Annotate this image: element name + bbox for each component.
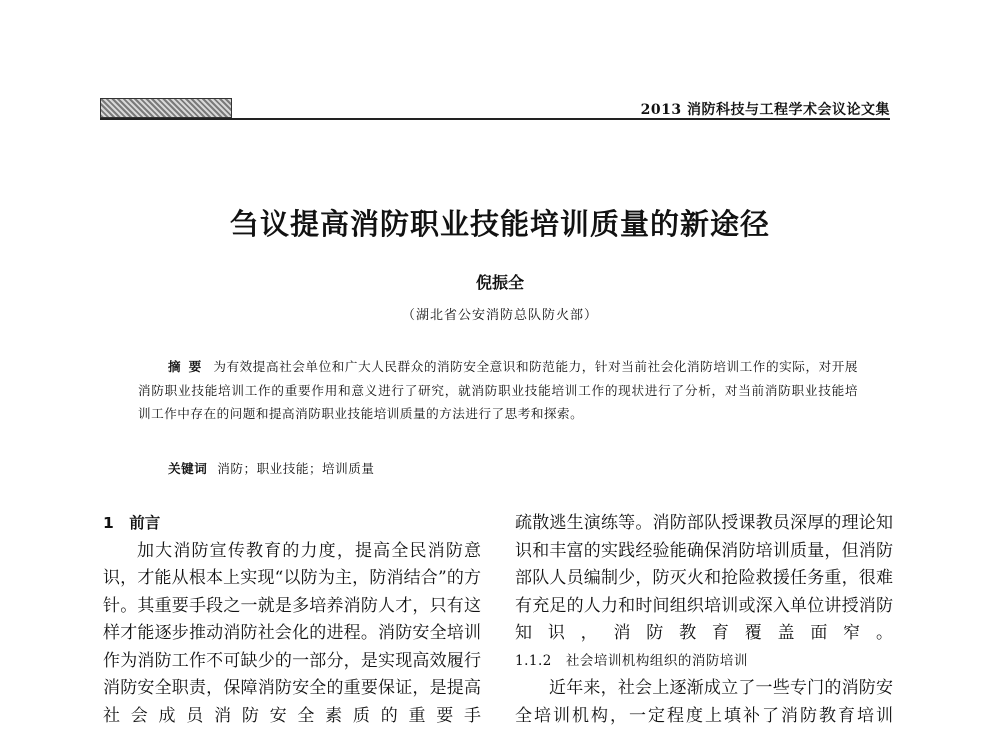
keywords-label: 关键词 xyxy=(168,461,208,476)
author-affiliation: （湖北省公安消防总队防火部） xyxy=(401,308,598,323)
left-column xyxy=(103,510,481,730)
continued-paragraph: 疏散逃生演练等。消防部队授课教员深厚的理论知识和丰富的实践经验能确保消防培训质量，但消防部队人员编制少，防灭火和抢险救援任务重，很难有充足的人力和时间组织培训或深入单位讲授消防知识，消防教育覆盖面窄。 xyxy=(515,513,893,643)
abstract xyxy=(138,355,858,426)
subsection-paragraph: 近年来，社会上逐渐成立了一些专门的消防安全培训机构，一定程度上填补了消防教育培训 xyxy=(515,678,893,726)
header-rule xyxy=(100,118,890,120)
intro-paragraph: 加大消防宣传教育的力度，提高全民消防意识，才能从根本上实现“以防为主，防消结合”的方针。其重要手段之一就是多培养消防人才，只有这样才能逐步推动消防社会化的进程。消防安全培训作为消防工作不可缺少的一部分，是实现高效履行消防安全职责，保障消防安全的重要保证，是提高社会成员消防安全素质的重要手 xyxy=(103,540,481,726)
subsection-heading: 1.1.2 社会培训机构组织的消防培训 xyxy=(515,652,748,669)
paper-title: 刍议提高消防职业技能培训质量的新途径 xyxy=(229,207,770,241)
keywords-text: 消防；职业技能；培训质量 xyxy=(217,461,375,476)
abstract-text: 为有效提高社会单位和广大人民群众的消防安全意识和防范能力，针对当前社会化消防培训工作的实际，对开展消防职业技能培训工作的重要作用和意义进行了研究，就消防职业技能培训工作的现状进行了分析，对当前消防职业技能培训工作中存在的问题和提高消防职业技能培训质量的方法进行了思考和探索。 xyxy=(138,359,859,421)
section-heading-intro: 1 前言 xyxy=(103,514,161,532)
abstract-label: 摘要 xyxy=(168,359,210,374)
journal-title: 2013 消防科技与工程学术会议论文集 xyxy=(640,102,890,118)
right-column xyxy=(515,510,893,730)
header-logo-badge xyxy=(100,98,232,118)
author-name: 倪振全 xyxy=(475,273,524,292)
keywords xyxy=(168,458,374,477)
